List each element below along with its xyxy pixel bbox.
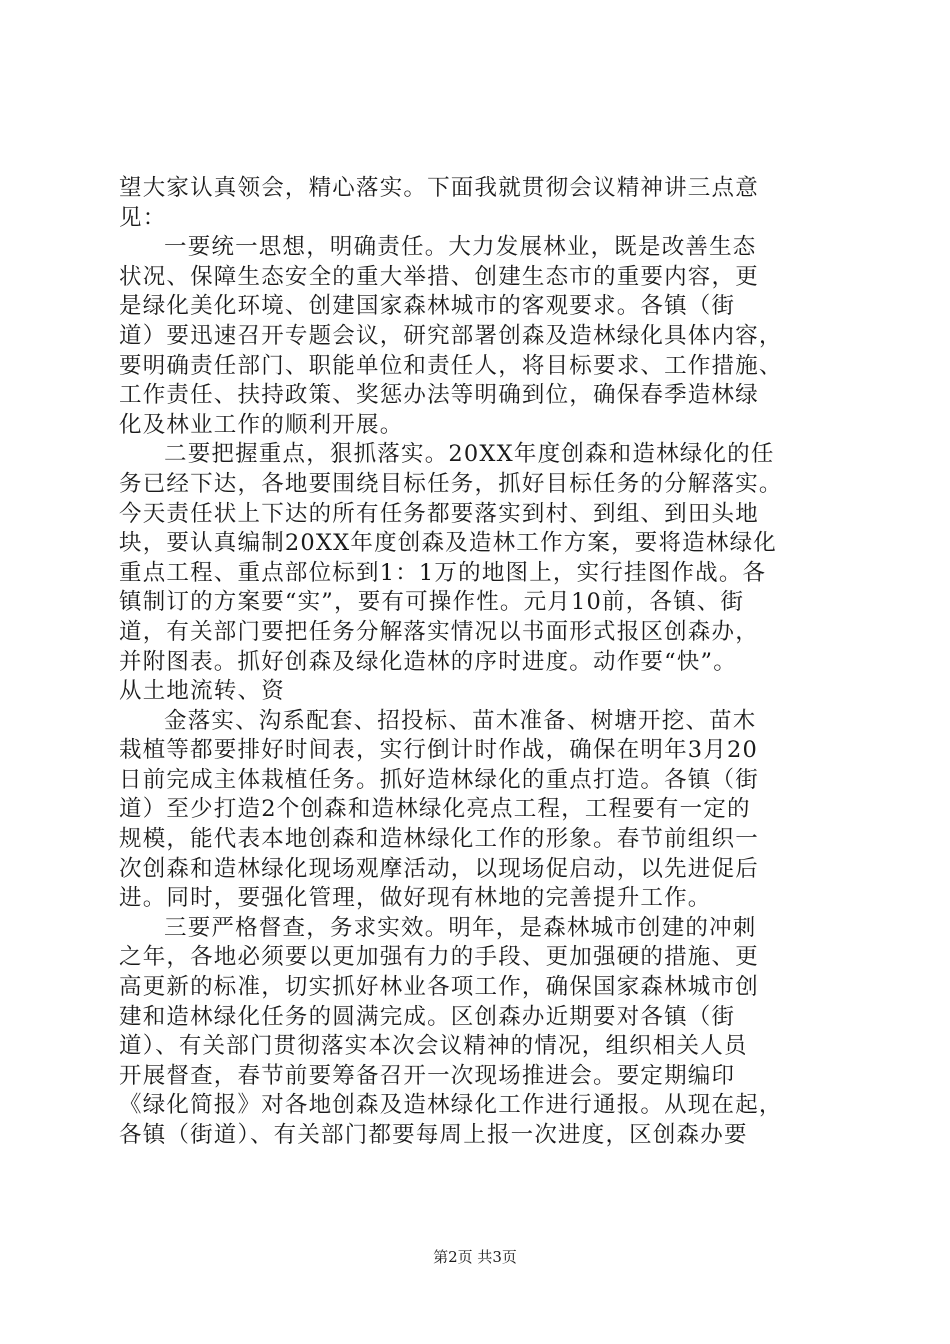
text-line: 之年，各地必须要以更加强有力的手段、更加强硬的措施、更: [119, 944, 759, 971]
text-line: 金落实、沟系配套、招投标、苗木准备、树塘开挖、苗木: [164, 707, 757, 734]
text-line: 镇制订的方案要“实”，要有可操作性。元月10前，各镇、街: [119, 589, 745, 616]
text-line: 望大家认真领会，精心落实。下面我就贯彻会议精神讲三点意: [119, 175, 759, 201]
page-footer: 第2页 共3页: [433, 1248, 517, 1266]
text-line: 道，有关部门要把任务分解落实情况以书面形式报区创森办，: [119, 618, 759, 645]
text-line: 工作责任、扶持政策、奖惩办法等明确到位，确保春季造林绿: [119, 382, 759, 409]
text-line: 见：: [119, 204, 167, 231]
text-line: 栽植等都要排好时间表，实行倒计时作战，确保在明年3月20: [119, 737, 759, 764]
text-line: 道）要迅速召开专题会议，研究部署创森及造林绿化具体内容，: [119, 322, 783, 349]
document-body: [119, 174, 839, 1151]
text-line: 今天责任状上下达的所有任务都要落实到村、到组、到田头地: [119, 500, 759, 527]
text-line: 《绿化简报》对各地创森及造林绿化工作进行通报。从现在起，: [119, 1092, 783, 1119]
text-line: 块，要认真编制20XX年度创森及造林工作方案，要将造林绿化: [119, 530, 777, 557]
text-line: 是绿化美化环境、创建国家森林城市的客观要求。各镇（街: [119, 293, 736, 320]
text-line: 并附图表。抓好创森及绿化造林的序时进度。动作要“快”。: [119, 648, 737, 675]
text-line: 进。同时，要强化管理，做好现有林地的完善提升工作。: [119, 885, 712, 912]
text-line: 化及林业工作的顺利开展。: [119, 411, 404, 438]
text-line: 要明确责任部门、职能单位和责任人，将目标要求、工作措施、: [119, 352, 783, 379]
text-line: 各镇（街道）、有关部门都要每周上报一次进度，区创森办要: [119, 1122, 748, 1148]
text-line: 道）、有关部门贯彻落实本次会议精神的情况，组织相关人员: [119, 1033, 748, 1060]
text-line: 开展督查，春节前要筹备召开一次现场推进会。要定期编印: [119, 1062, 736, 1089]
text-line: 务已经下达，各地要围绕目标任务，抓好目标任务的分解落实。: [119, 470, 783, 497]
text-line: 三要严格督查，务求实效。明年，是森林城市创建的冲刺: [164, 914, 757, 941]
text-line: 重点工程、重点部位标到1：1万的地图上，实行挂图作战。各: [119, 559, 767, 586]
text-line: 状况、保障生态安全的重大举措、创建生态市的重要内容，更: [119, 263, 759, 290]
text-line: 规模，能代表本地创森和造林绿化工作的形象。春节前组织一: [119, 826, 759, 853]
text-line: 建和造林绿化任务的圆满完成。区创森办近期要对各镇（街: [119, 1003, 736, 1030]
text-line: 从土地流转、资: [119, 678, 285, 705]
text-line: 一要统一思想，明确责任。大力发展林业，既是改善生态: [164, 234, 757, 261]
text-line: 道）至少打造2个创森和造林绿化亮点工程，工程要有一定的: [119, 796, 751, 823]
text-line: 二要把握重点，狠抓落实。20XX年度创森和造林绿化的任: [164, 441, 775, 468]
text-line: 次创森和造林绿化现场观摩活动，以现场促启动，以先进促后: [119, 855, 759, 882]
text-line: 日前完成主体栽植任务。抓好造林绿化的重点打造。各镇（街: [119, 766, 759, 793]
text-line: 高更新的标准，切实抓好林业各项工作，确保国家森林城市创: [119, 974, 759, 1001]
